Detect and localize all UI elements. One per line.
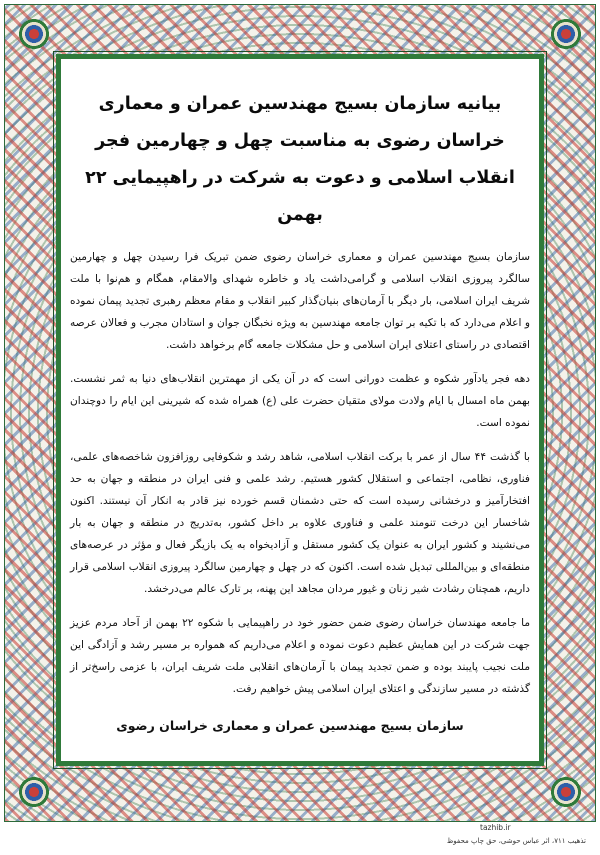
corner-ornament-icon: [17, 775, 51, 809]
paragraph-1: سازمان بسیج مهندسین عمران و معماری خراسان رضوی ضمن تبریک فرا رسیدن چهل و چهارمین سالگرد پیروزی انقلاب اسلامی و گرامی‌داشت یاد و خاطره شهدای والامقام، همگام و هم‌نوا با ملت شریف ایران اسلامی، بار دیگر با آرمان‌های بنیان‌گذار کبیر انقلاب و مقام معظم رهبری تجدید پیمان نموده و اعلام می‌دارد که با تکیه بر توان جامعه مهندسین به ویژه نخبگان جوان و استادان مجرب و فعالان عرصه اقتصادی در راستای اعتلای ایران اسلامی و حل مشکلات جامعه گام برخواهد داشت.: [70, 251, 530, 351]
document-title: بیانیه سازمان بسیج مهندسین عمران و معماری خراسان رضوی به مناسبت چهل و چهارمین فجر انقلاب اسلامی و دعوت به شرکت در راهپیمایی ۲۲ بهمن: [85, 94, 515, 225]
paragraph-3: با گذشت ۴۴ سال از عمر با برکت انقلاب اسلامی، شاهد رشد و شکوفایی روزافزون شاخصه‌های علمی، فناوری، نظامی، اجتماعی و استقلال کشور هستیم. رشد علمی و فنی ایران در منطقه و جهان به حد افتخارآمیز و درخشانی رسیده است که حتی دشمنان قسم خورده نیز قادر به انکار آن نیستند. اکنون شاخسار این درخت تنومند علمی و فناوری علاوه بر داخل کشور، به‌تدریج در منطقه و جهان به بار می‌نشیند و کشور ایران به عنوان یک کشور مستقل و آزادیخواه به یک بازیگر فعال و مؤثر در عرصه‌های منطقه‌ای و بین‌المللی تبدیل شده است. اکنون که در چهل و چهارمین سالگرد پیروزی انقلاب اسلامی قرار داریم، همچنان رشادت شیر زنان و غیور مردان مجاهد این پهنه، بر تارک عالم می‌درخشد.: [70, 451, 530, 595]
footer-credit: تذهیب ۷۱۱، اثر عباس حوشی، حق چاپ محفوظ: [446, 837, 586, 845]
paragraph-2: دهه فجر یادآور شکوه و عظمت دورانی است که در آن یکی از مهمترین انقلاب‌های دنیا به ثمر نشست. بهمن ماه امسال با ایام ولادت مولای متقیان حضرت علی (ع) همراه شده که شیرینی این ایام را دوچندان نموده است.: [70, 373, 530, 429]
document-body: [62, 64, 538, 754]
corner-ornament-icon: [17, 17, 51, 51]
corner-ornament-icon: [549, 17, 583, 51]
signature: سازمان بسیج مهندسین عمران و معماری خراسان رضوی: [116, 718, 464, 733]
paragraph-4: ما جامعه مهندسان خراسان رضوی ضمن حضور خود در راهپیمایی با شکوه ۲۲ بهمن از آحاد مردم عزیز جهت شرکت در این همایش عظیم دعوت نموده و اعلام می‌داریم که همواره بر مسیر رشد و آزادگی این ملت نجیب پایبند بوده و ضمن تجدید پیمان با آرمان‌های انقلابی ملت شریف ایران، با عزمی راسخ‌تر از گذشته در مسیر سازندگی و اعتلای ایران اسلامی پیش خواهیم رفت.: [70, 617, 530, 695]
corner-ornament-icon: [549, 775, 583, 809]
footer-site: tazhib.ir: [480, 823, 511, 832]
